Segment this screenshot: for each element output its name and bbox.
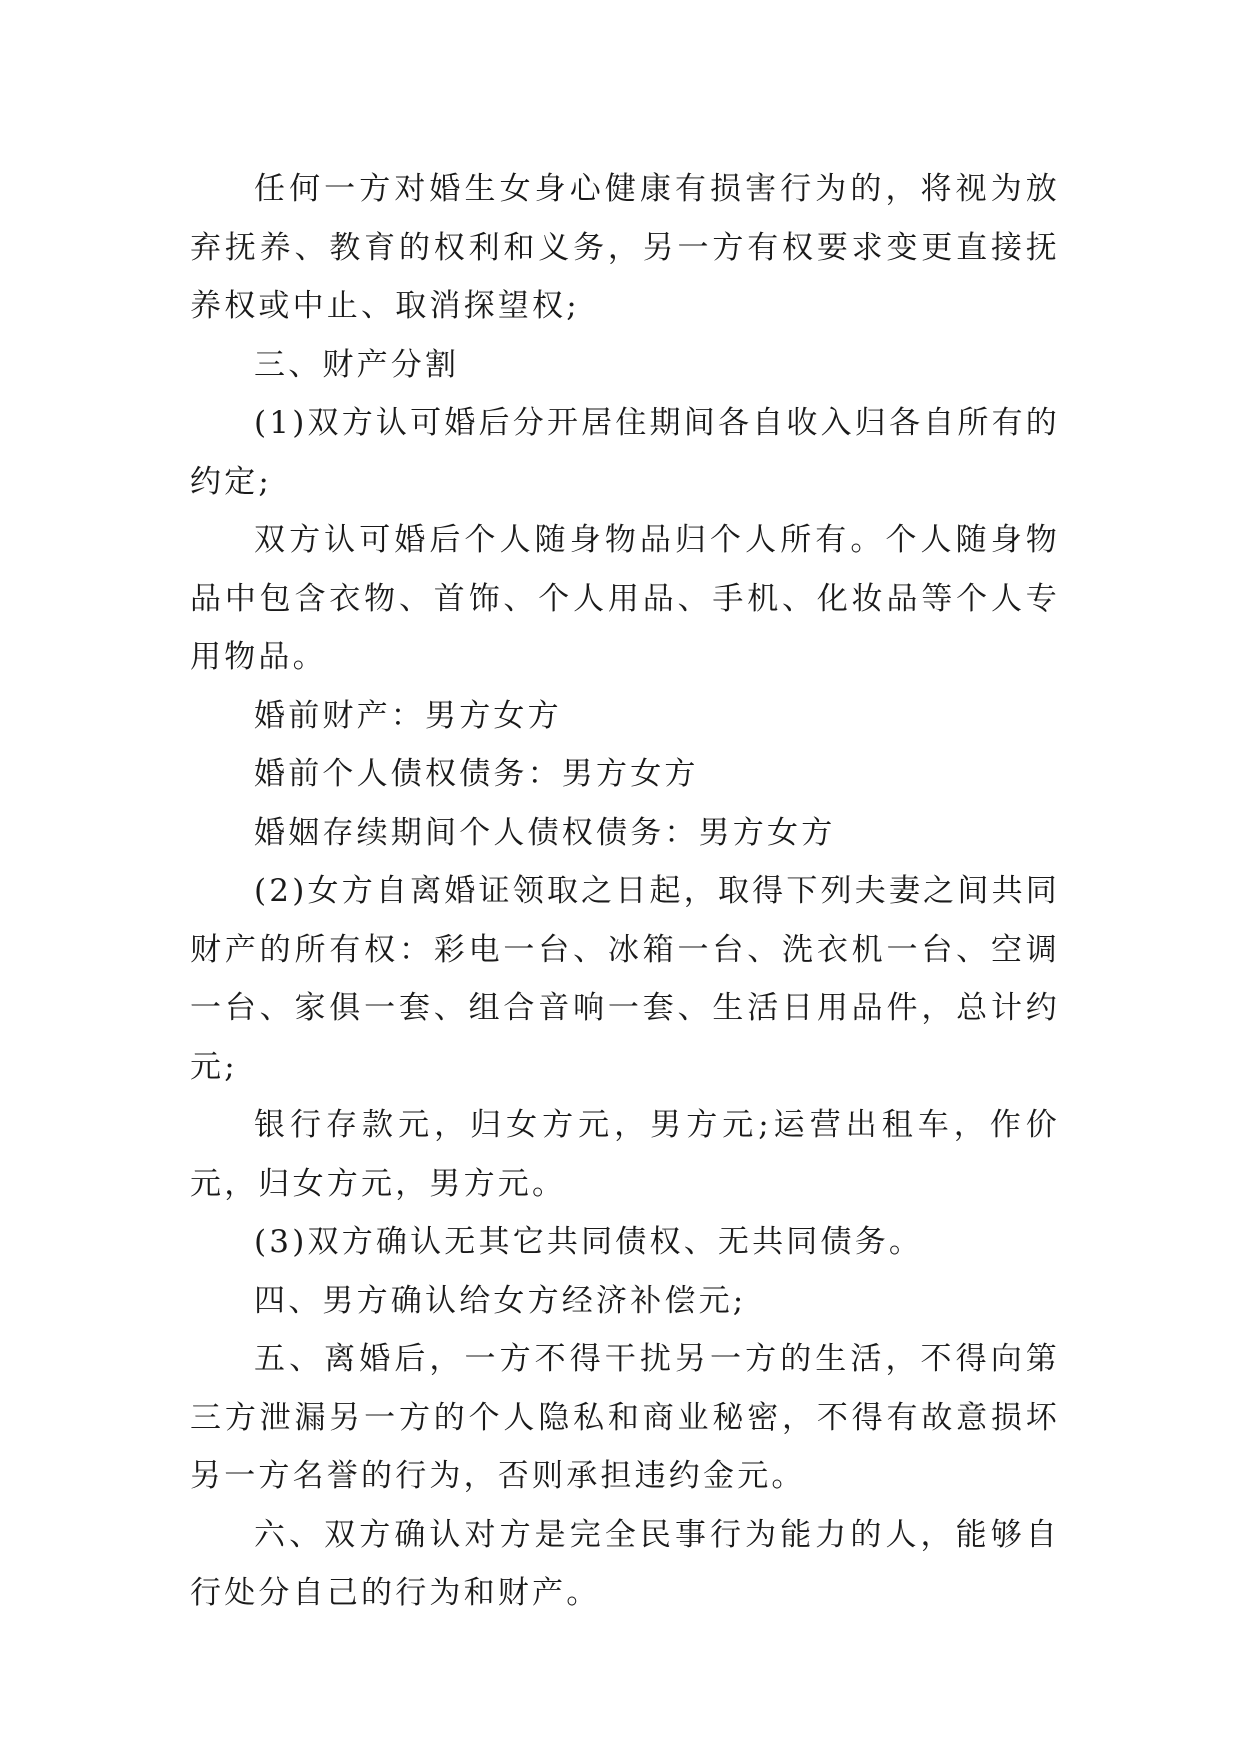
paragraph-bank-deposits: 银行存款元，归女方元，男方元;运营出租车，作价元，归女方元，男方元。 xyxy=(190,1107,1060,1202)
document-body xyxy=(190,160,1060,1623)
paragraph-marital-debts: 婚姻存续期间个人债权债务：男方女方 xyxy=(254,814,836,851)
paragraph-premarital-property: 婚前财产：男方女方 xyxy=(254,697,562,734)
paragraph-joint-property: (2)女方自离婚证领取之日起，取得下列夫妻之间共同财产的所有权：彩电一台、冰箱一台、洗衣机一台、空调一台、家俱一套、组合音响一套、生活日用品件，总计约元; xyxy=(190,873,1060,1085)
paragraph-privacy-clause: 五、离婚后，一方不得干扰另一方的生活，不得向第三方泄漏另一方的个人隐私和商业秘密，不得有故意损坏另一方名誉的行为，否则承担违约金元。 xyxy=(190,1341,1060,1494)
paragraph-no-joint-debts: (3)双方确认无其它共同债权、无共同债务。 xyxy=(254,1224,924,1260)
paragraph-capacity-clause: 六、双方确认对方是完全民事行为能力的人，能够自行处分自己的行为和财产。 xyxy=(190,1516,1060,1611)
section-heading-property-division: 三、财产分割 xyxy=(254,346,460,383)
paragraph-personal-belongings: 双方认可婚后个人随身物品归个人所有。个人随身物品中包含衣物、首饰、个人用品、手机、化妆品等个人专用物品。 xyxy=(190,522,1060,675)
paragraph-compensation: 四、男方确认给女方经济补偿元; xyxy=(254,1282,747,1319)
paragraph-income-agreement: (1)双方认可婚后分开居住期间各自收入归各自所有的约定; xyxy=(190,405,1060,500)
paragraph-premarital-debts: 婚前个人债权债务：男方女方 xyxy=(254,756,699,792)
paragraph-custody-clause: 任何一方对婚生女身心健康有损害行为的，将视为放弃抚养、教育的权利和义务，另一方有权要求变更直接抚养权或中止、取消探望权; xyxy=(190,171,1060,324)
